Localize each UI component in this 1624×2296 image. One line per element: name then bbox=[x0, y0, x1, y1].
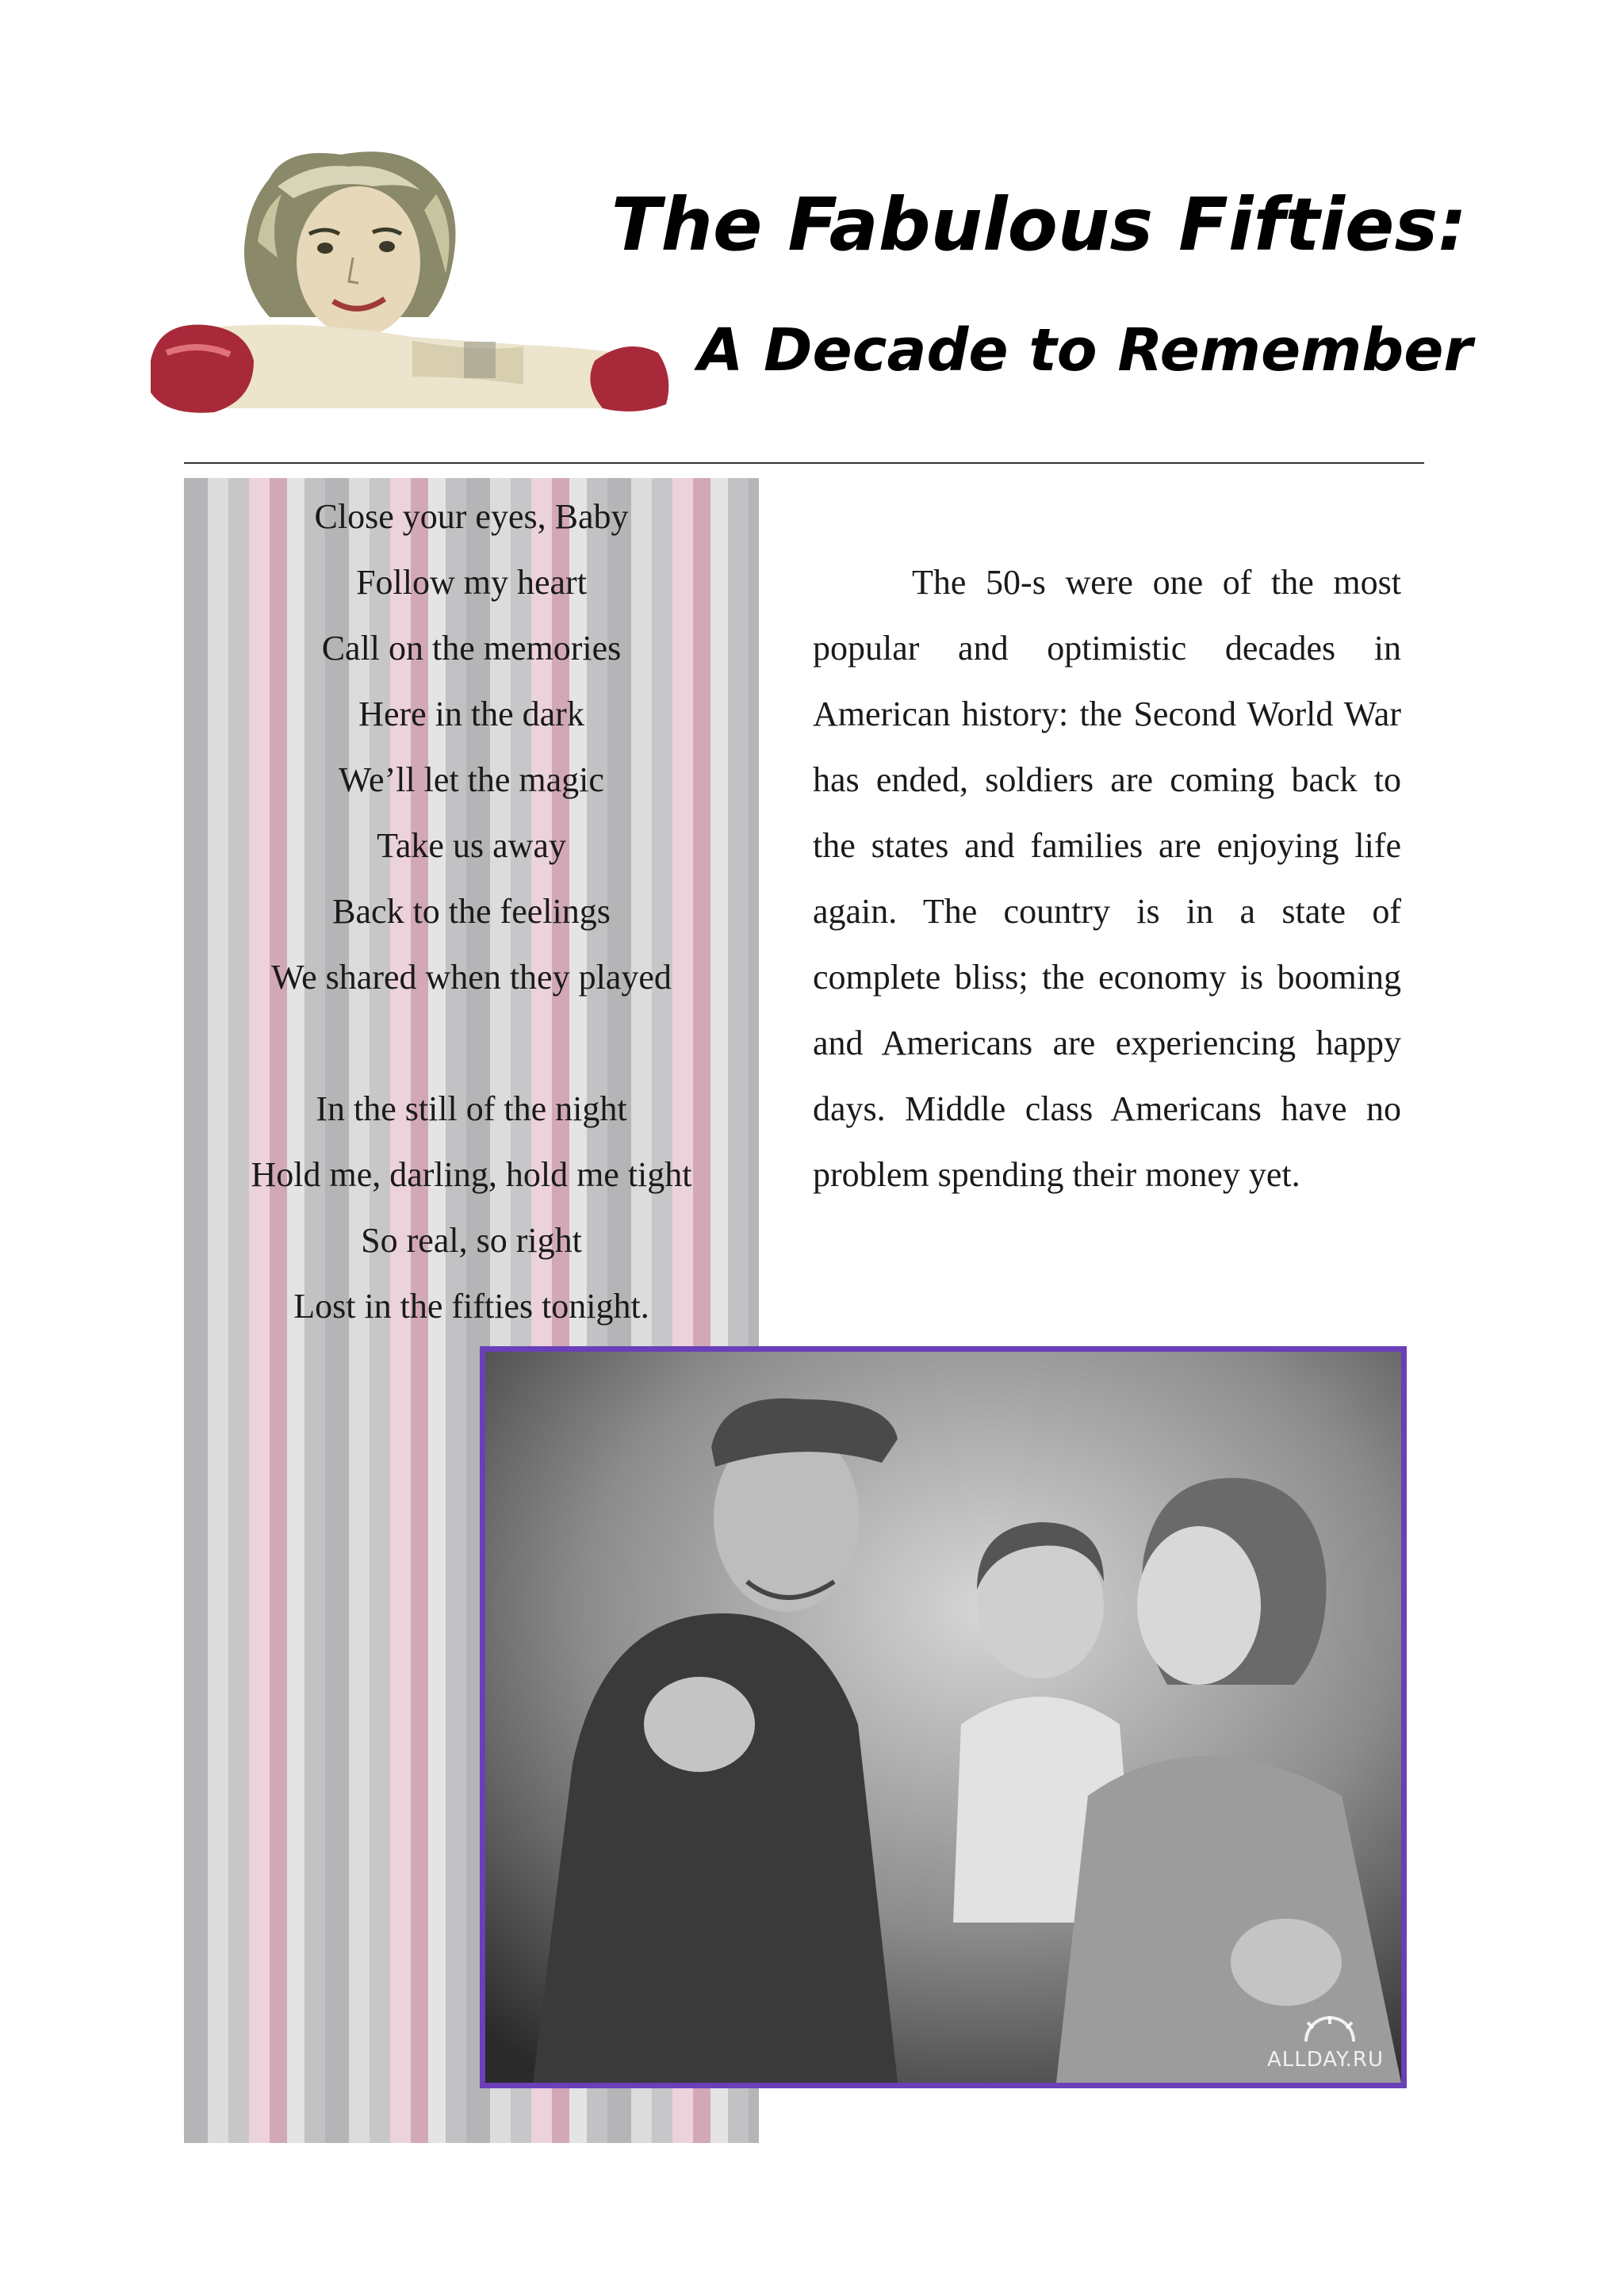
header-divider bbox=[184, 462, 1424, 464]
watermark-sun-icon bbox=[1298, 2015, 1362, 2046]
lyric-line: Lost in the fifties tonight. bbox=[293, 1287, 649, 1326]
lyric-line: Hold me, darling, hold me tight bbox=[251, 1155, 692, 1194]
lyric-line-blank bbox=[184, 1010, 759, 1076]
lyric-line: Close your eyes, Baby bbox=[314, 497, 629, 536]
song-lyrics bbox=[184, 484, 759, 1339]
lyric-line: Back to the feelings bbox=[332, 892, 611, 931]
page-subtitle: A Decade to Remember bbox=[698, 316, 1473, 385]
lyric-line: We’ll let the magic bbox=[339, 760, 604, 799]
photo-watermark: ALLDAY.RU bbox=[1266, 2048, 1384, 2072]
family-reunion-photo bbox=[480, 1346, 1407, 2088]
lyric-line: Here in the dark bbox=[358, 695, 584, 733]
pinup-girl-icon bbox=[151, 147, 674, 420]
pinup-girl-illustration bbox=[151, 147, 674, 420]
article-paragraph: The 50-s were one of the most popular and optimistic decades in American history: the Second World War has ended, soldiers are coming back to the states and families are enjoying life again. The country is in a state of complete bliss; the economy is booming and Americans are experiencing happy days. Middle class Americans have no problem spending their money yet. bbox=[813, 563, 1401, 1194]
lyric-line: Take us away bbox=[377, 826, 566, 865]
lyric-line: We shared when they played bbox=[271, 958, 672, 997]
lyric-line: Follow my heart bbox=[356, 563, 587, 602]
lyric-line: Call on the memories bbox=[321, 629, 622, 668]
soldier-family-photo-icon bbox=[485, 1352, 1401, 2083]
lyric-line: So real, so right bbox=[361, 1221, 582, 1260]
page-title: The Fabulous Fifties: bbox=[611, 182, 1467, 267]
lyric-line: In the still of the night bbox=[316, 1089, 627, 1128]
